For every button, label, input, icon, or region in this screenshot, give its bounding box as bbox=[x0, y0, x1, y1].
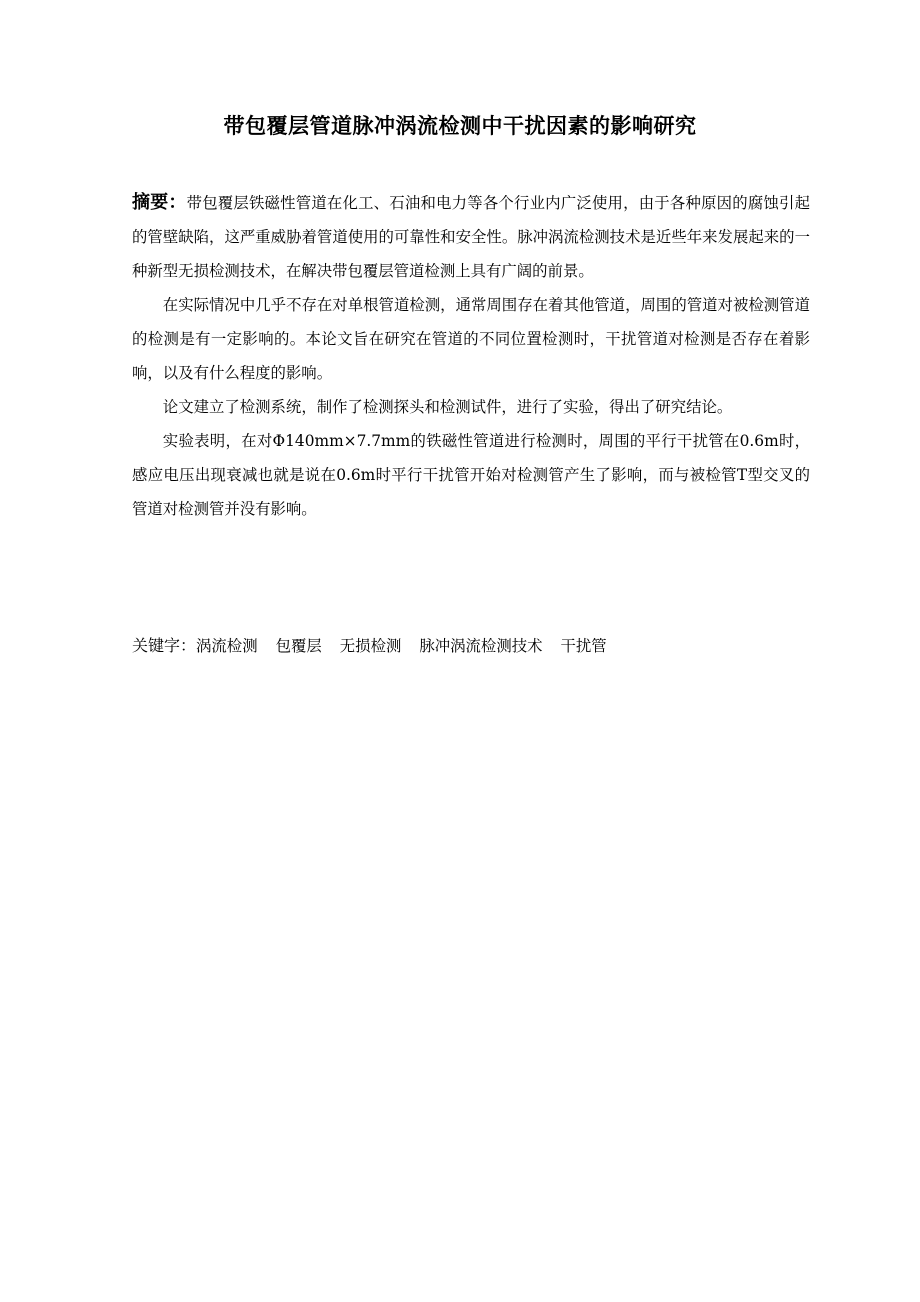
abstract-paragraph-4: 实验表明，在对Φ140mm×7.7mm的铁磁性管道进行检测时，周围的平行干扰管在0.6m时，感应电压出现衰减也就是说在0.6m时平行干扰管开始对检测管产生了影响，而与被检管T型交叉的管道对检测管并没有影响。 bbox=[132, 432, 810, 518]
keyword-3: 无损检测 bbox=[339, 637, 402, 655]
keywords-label: 关键字： bbox=[132, 636, 197, 655]
abstract-paragraph-3: 论文建立了检测系统，制作了检测探头和检测试件，进行了实验，得出了研究结论。 bbox=[162, 398, 733, 416]
abstract-paragraph-2: 在实际情况中几乎不存在对单根管道检测，通常周围存在着其他管道，周围的管道对被检测管道的检测是有一定影响的。本论文旨在研究在管道的不同位置检测时，干扰管道对检测是否存在着影响，以及有什么程度的影响。 bbox=[132, 296, 810, 382]
keyword-2: 包覆层 bbox=[275, 637, 322, 655]
keyword-4: 脉冲涡流检测技术 bbox=[419, 637, 543, 655]
abstract-paragraph-1 bbox=[132, 186, 810, 288]
abstract-label: 摘要： bbox=[132, 192, 187, 213]
keyword-1: 涡流检测 bbox=[196, 637, 258, 655]
abstract-section bbox=[132, 186, 810, 526]
keywords-section bbox=[132, 630, 810, 662]
keyword-5: 干扰管 bbox=[560, 637, 607, 655]
paper-title: 带包覆层管道脉冲涡流检测中干扰因素的影响研究 bbox=[223, 114, 697, 138]
abstract-text-1: 带包覆层铁磁性管道在化工、石油和电力等各个行业内广泛使用，由于各种原因的腐蚀引起的管壁缺陷，这严重威胁着管道使用的可靠性和安全性。脉冲涡流检测技术是近些年来发展起来的一种新型无损检测技术，在解决带包覆层管道检测上具有广阔的前景。 bbox=[132, 194, 810, 280]
